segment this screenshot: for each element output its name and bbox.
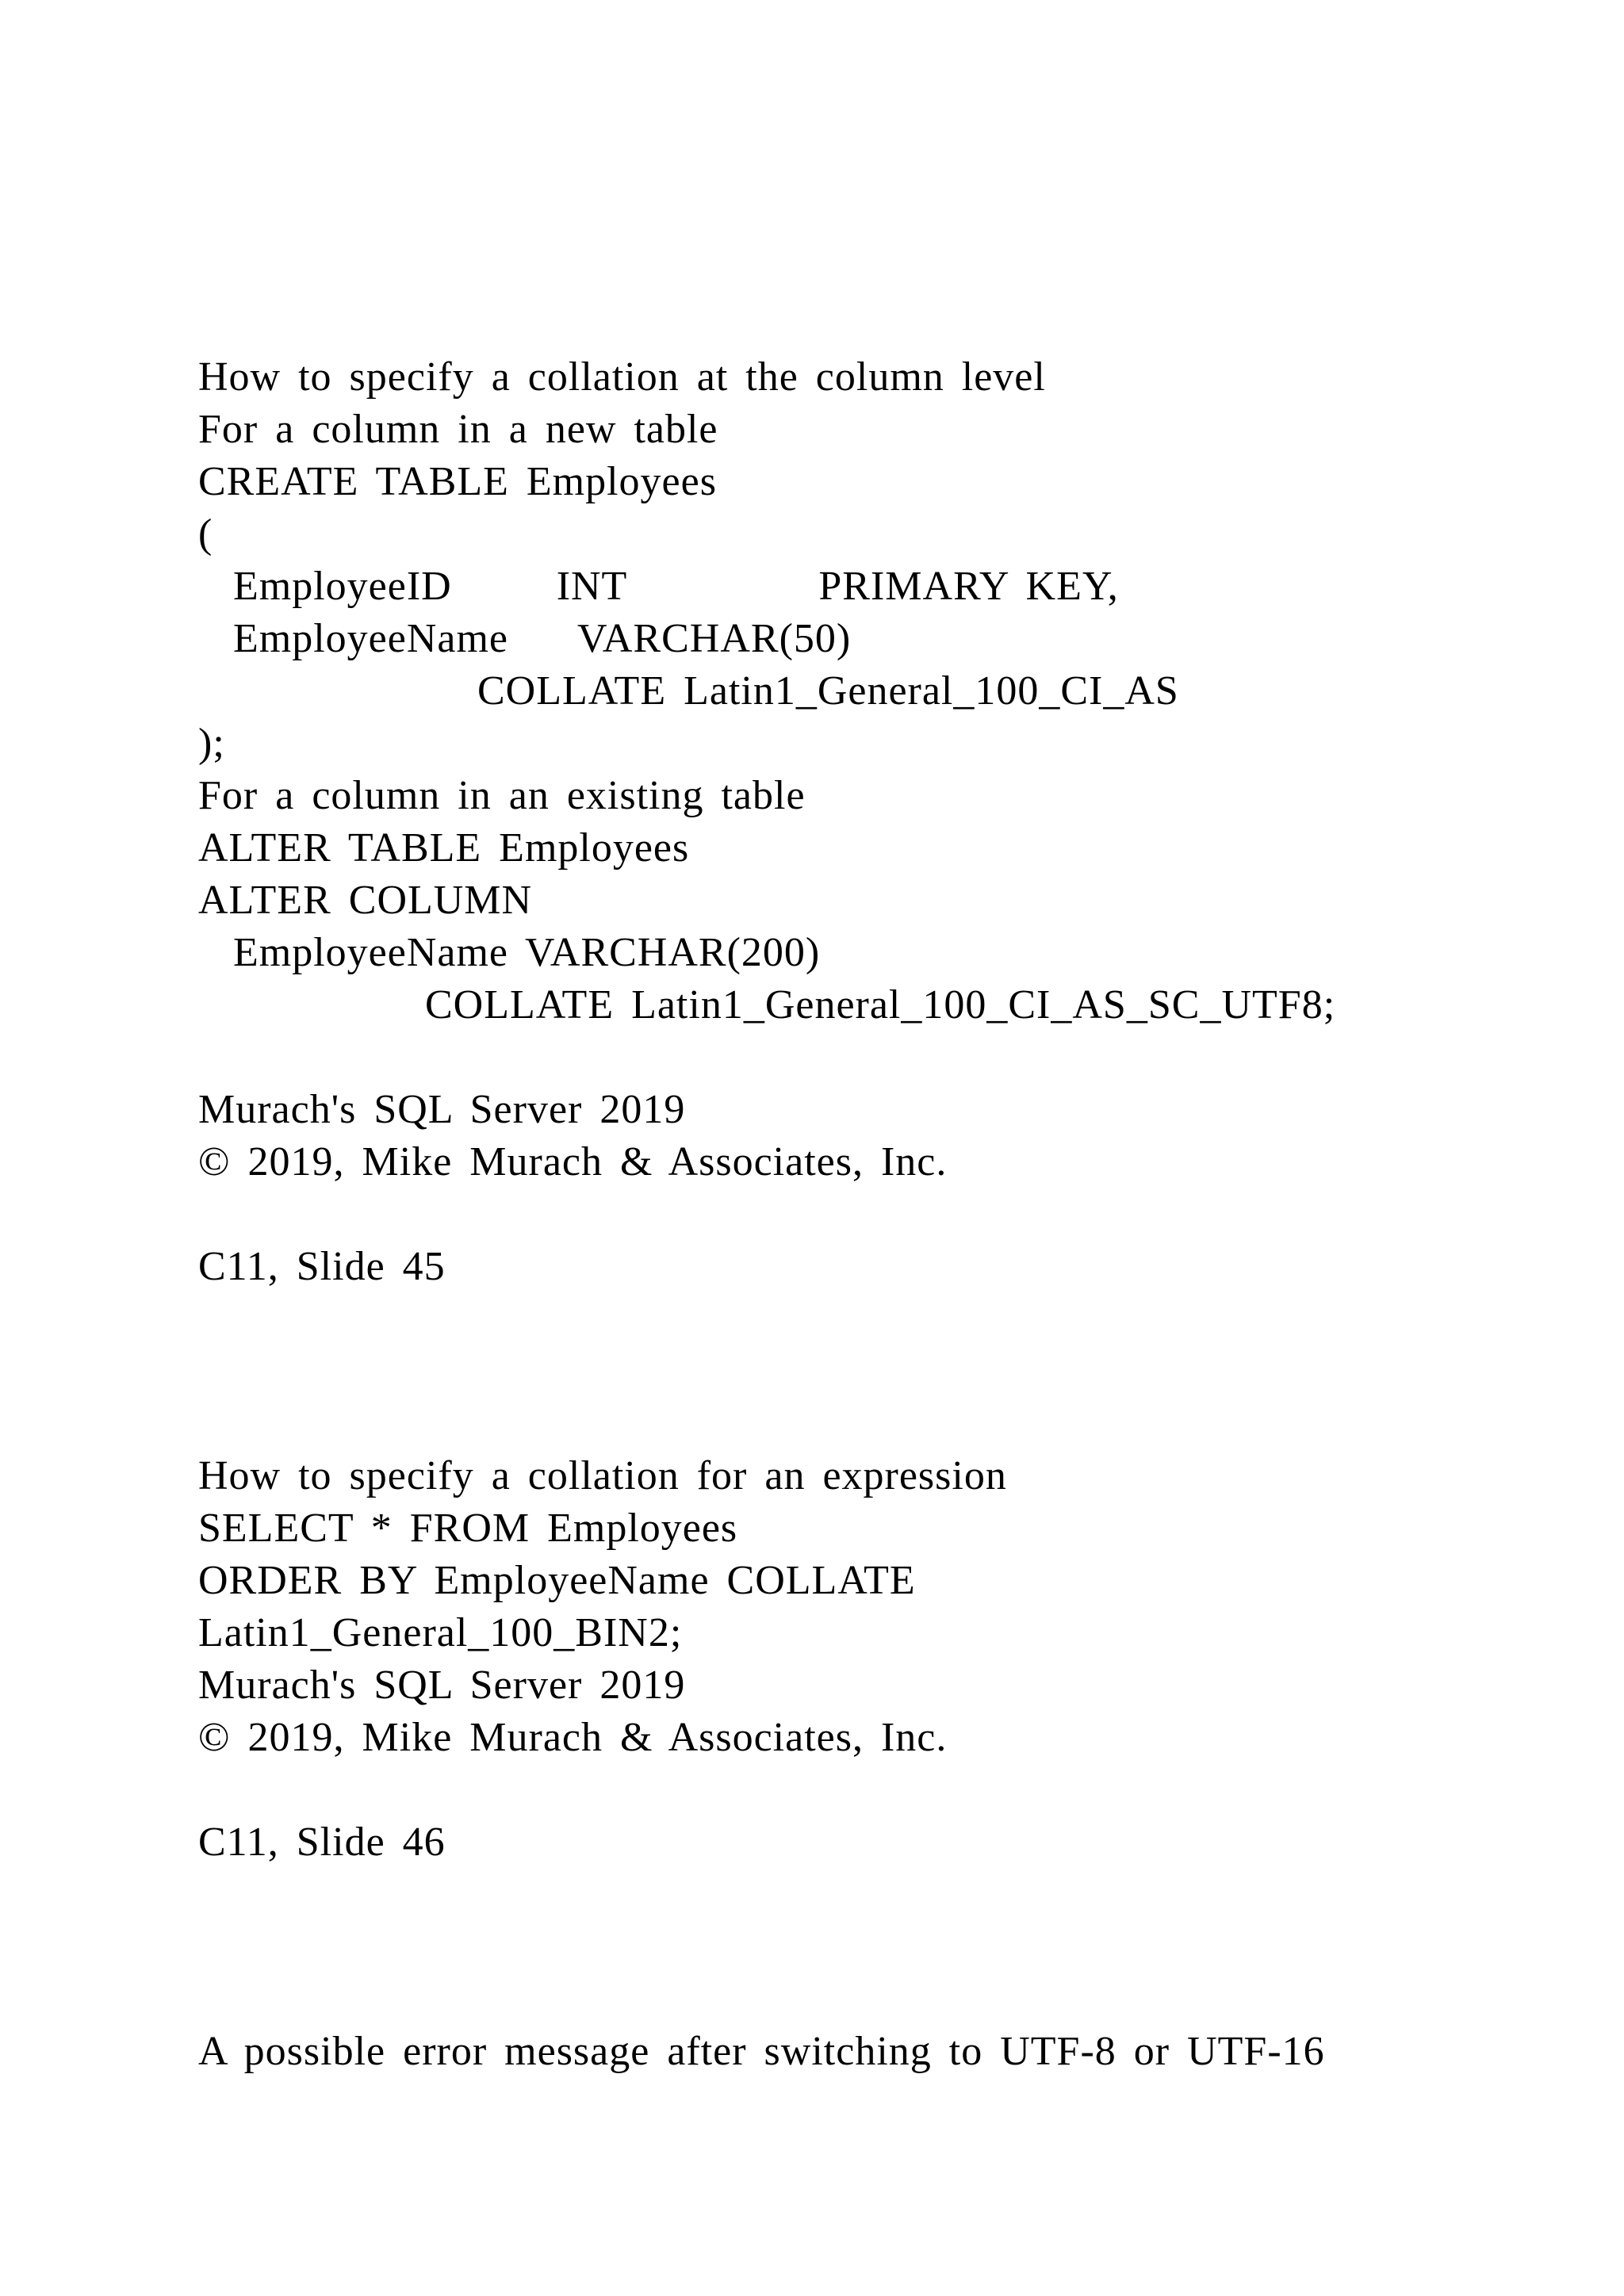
code-line: ( (198, 511, 213, 557)
footer-copyright: © 2019, Mike Murach & Associates, Inc. (198, 1715, 948, 1760)
footer-book-title: Murach's SQL Server 2019 (198, 1663, 686, 1708)
footer-copyright: © 2019, Mike Murach & Associates, Inc. (198, 1139, 948, 1184)
code-line: CREATE TABLE Employees (198, 459, 717, 504)
code-line: COLLATE Latin1_General_100_CI_AS (198, 668, 1179, 714)
slide-46-heading: How to specify a collation for an expression (198, 1453, 1007, 1498)
slide-45-heading: How to specify a collation at the column level (198, 354, 1046, 400)
code-line: COLLATE Latin1_General_100_CI_AS_SC_UTF8; (198, 982, 1336, 1027)
slide-47-heading: A possible error message after switching to UTF-8 or UTF-16 (198, 2029, 1325, 2074)
code-line: ORDER BY EmployeeName COLLATE (198, 1558, 916, 1603)
code-line: EmployeeName VARCHAR(200) (198, 930, 821, 975)
code-line: ); (198, 721, 225, 766)
subheading-new-table: For a column in a new table (198, 407, 718, 452)
subheading-existing-table: For a column in an existing table (198, 773, 806, 818)
slide-number: C11, Slide 46 (198, 1820, 446, 1865)
footer-book-title: Murach's SQL Server 2019 (198, 1087, 686, 1132)
code-line: EmployeeName VARCHAR(50) (198, 616, 852, 661)
code-line: SELECT * FROM Employees (198, 1506, 738, 1551)
code-line: ALTER TABLE Employees (198, 825, 690, 871)
slide-number: C11, Slide 45 (198, 1244, 446, 1289)
code-line: EmployeeID INT PRIMARY KEY, (198, 564, 1119, 609)
code-line: Latin1_General_100_BIN2; (198, 1610, 683, 1655)
code-line: ALTER COLUMN (198, 878, 533, 923)
